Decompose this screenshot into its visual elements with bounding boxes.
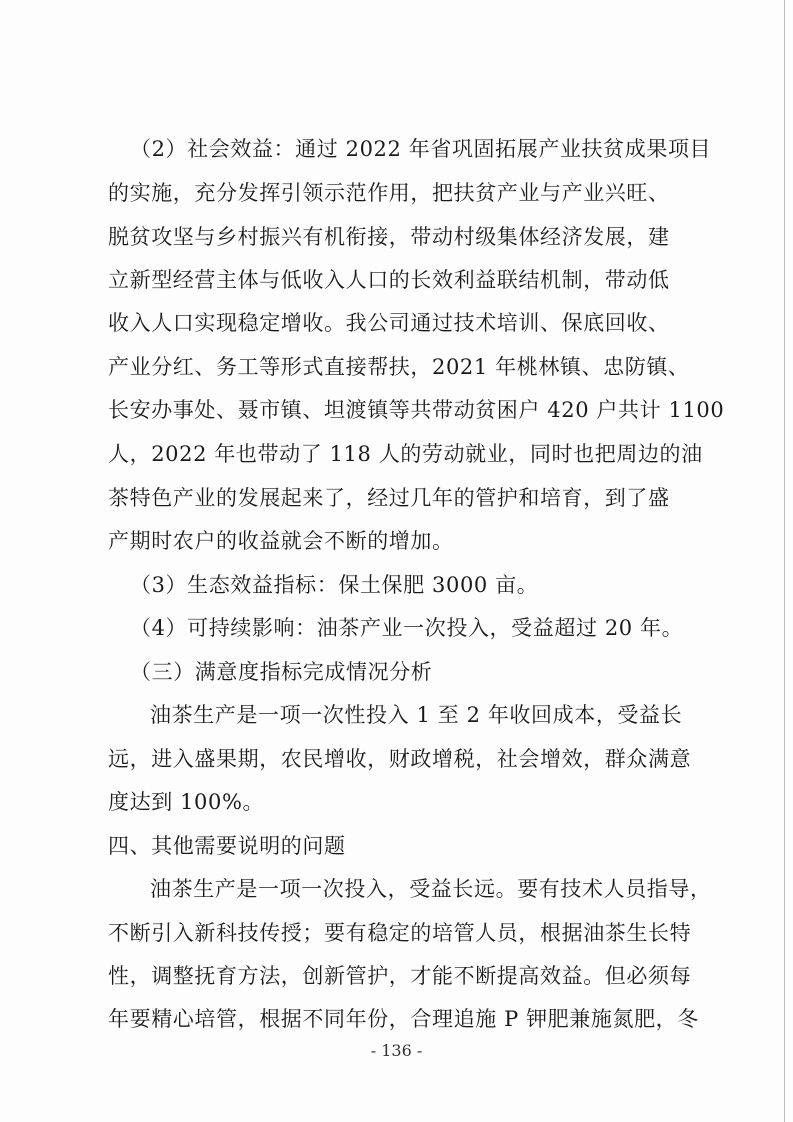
text-line: 油茶生产是一项一次性投入 1 至 2 年收回成本，受益长: [150, 703, 683, 727]
text-line: 年要精心培管，根据不同年份，合理追施 P 钾肥兼施氮肥，冬: [108, 1007, 699, 1031]
text-line: 茶特色产业的发展起来了，经过几年的管护和培育，到了盛: [108, 486, 670, 510]
text-line: 的实施，充分发挥引领示范作用，把扶贫产业与产业兴旺、: [108, 181, 670, 205]
text-line: （4）可持续影响：油茶产业一次投入，受益超过 20 年。: [130, 616, 684, 640]
text-line: 立新型经营主体与低收入人口的长效利益联结机制，带动低: [108, 268, 670, 292]
section-heading: 四、其他需要说明的问题: [108, 834, 346, 858]
section-heading: （三）满意度指标完成情况分析: [130, 660, 433, 684]
text-line: （3）生态效益指标：保土保肥 3000 亩。: [130, 573, 539, 597]
text-line: 度达到 100%。: [108, 790, 265, 814]
text-line: 远，进入盛果期，农民增收，财政增税，社会增效，群众满意: [108, 747, 692, 771]
text-line: 收入人口实现稳定增收。我公司通过技术培训、保底回收、: [108, 311, 670, 335]
text-line: （2）社会效益：通过 2022 年省巩固拓展产业扶贫成果项目: [130, 137, 712, 161]
text-line: 产业分红、务工等形式直接帮扶，2021 年桃林镇、忠防镇、: [108, 355, 690, 379]
text-line: 性，调整抚育方法，创新管护，才能不断提高效益。但必须每: [108, 964, 692, 988]
page-number: - 136 -: [370, 1041, 423, 1060]
text-line: 人，2022 年也带动了 118 人的劳动就业，同时也把周边的油: [108, 442, 703, 466]
scan-edge-line: [784, 0, 785, 1122]
text-line: 不断引入新科技传授；要有稳定的培管人员，根据油茶生长特: [108, 921, 692, 945]
text-line: 脱贫攻坚与乡村振兴有机衔接，带动村级集体经济发展，建: [108, 225, 670, 249]
text-line: 油茶生产是一项一次投入，受益长远。要有技术人员指导，: [150, 877, 712, 901]
text-line: 长安办事处、聂市镇、坦渡镇等共带动贫困户 420 户共计 1100: [108, 398, 725, 422]
text-line: 产期时农户的收益就会不断的增加。: [108, 529, 454, 553]
